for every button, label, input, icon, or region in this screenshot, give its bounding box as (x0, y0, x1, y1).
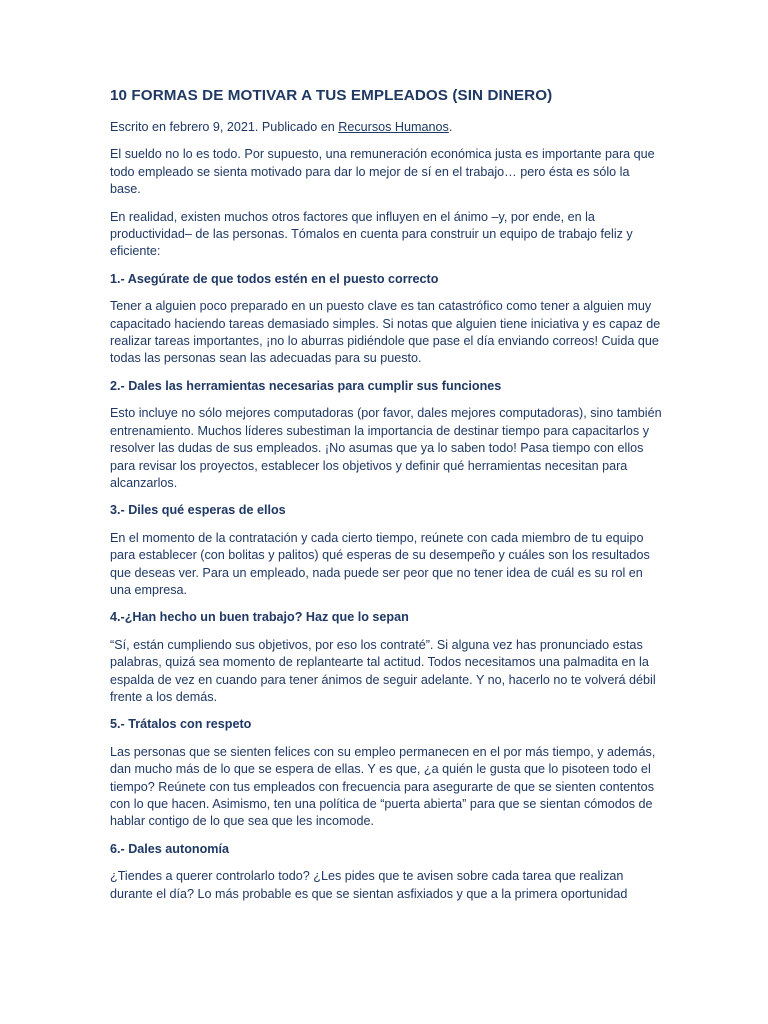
document-page (110, 86, 662, 913)
section-body: ¿Tiendes a querer controlarlo todo? ¿Les pides que te avisen sobre cada tarea que realizan durante el día? Lo más probable es que se sientan asfixiados y que a la primera oportunidad (110, 869, 628, 901)
section-heading: 5.- Trátalos con respeto (110, 717, 252, 732)
section-heading: 2.- Dales las herramientas necesarias para cumplir sus funciones (110, 378, 502, 393)
document-title: 10 FORMAS DE MOTIVAR A TUS EMPLEADOS (SIN DINERO) (110, 87, 553, 104)
section-heading: 6.- Dales autonomía (110, 841, 229, 856)
meta-text: Escrito en febrero 9, 2021. Publicado en (110, 120, 339, 134)
section-body: Las personas que se sienten felices con su empleo permanecen en el por más tiempo, y además, dan mucho más de lo que se espera de ellas. Y es que, ¿a quién le gusta que lo pisoteen todo el tiempo? Reúnete con tus empleados con frecuencia para asegurarte de que se sienten contentos con lo que hacen. Asimismo, ten una política de “puerta abierta” para que se sientan cómodos de hablar contigo de lo que sea que les incomode. (110, 744, 656, 829)
document-meta (110, 119, 662, 136)
category-link[interactable]: Recursos Humanos (338, 120, 449, 134)
section-heading: 1.- Asegúrate de que todos estén en el puesto correcto (110, 271, 439, 286)
section-body: Esto incluye no sólo mejores computadoras (por favor, dales mejores computadoras), sino también entrenamiento. Muchos líderes subestiman la importancia de destinar tiempo para capacitarlos y resolver las dudas de sus empleados. ¡No asumas que ya lo saben todo! Pasa tiempo con ellos para revisar los proyectos, establecer los objetivos y definir qué herramientas necesitan para alcanzarlos. (110, 406, 662, 490)
section-body: En el momento de la contratación y cada cierto tiempo, reúnete con cada miembro de tu equipo para establecer (con bolitas y palitos) qué esperas de su desempeño y cuáles son los resultados que deseas ver. Para un empleado, nada puede ser peor que no tener idea de cuál es su rol en una empresa. (110, 530, 650, 597)
section-body: “Sí, están cumpliendo sus objetivos, por eso los contraté”. Si alguna vez has pronunciado estas palabras, quizá sea momento de replantearte tal actitud. Todos necesitamos una palmadita en la espalda de vez en cuando para tener ánimos de seguir adelante. Y no, hacerlo no te volverá débil frente a los demás. (110, 637, 656, 704)
section-body: Tener a alguien poco preparado en un puesto clave es tan catastrófico como tener a alguien muy capacitado haciendo tareas demasiado simples. Si notas que alguien tiene iniciativa y es capaz de realizar tareas importantes, ¡no lo aburras pidiéndole que pase el día enviando correos! Cuida que todas las personas sean las adecuadas para su puesto. (110, 299, 661, 366)
intro-paragraph: En realidad, existen muchos otros factores que influyen en el ánimo –y, por ende, en la productividad– de las personas. Tómalos en cuenta para construir un equipo de trabajo feliz y eficiente: (110, 209, 633, 259)
section-heading: 4.-¿Han hecho un buen trabajo? Haz que lo sepan (110, 610, 409, 625)
section-heading: 3.- Diles qué esperas de ellos (110, 503, 286, 518)
intro-paragraph: El sueldo no lo es todo. Por supuesto, una remuneración económica justa es importante para que todo empleado se sienta motivado para dar lo mejor de sí en el trabajo… pero ésta es sólo la base. (110, 147, 655, 197)
meta-suffix: . (448, 120, 453, 134)
